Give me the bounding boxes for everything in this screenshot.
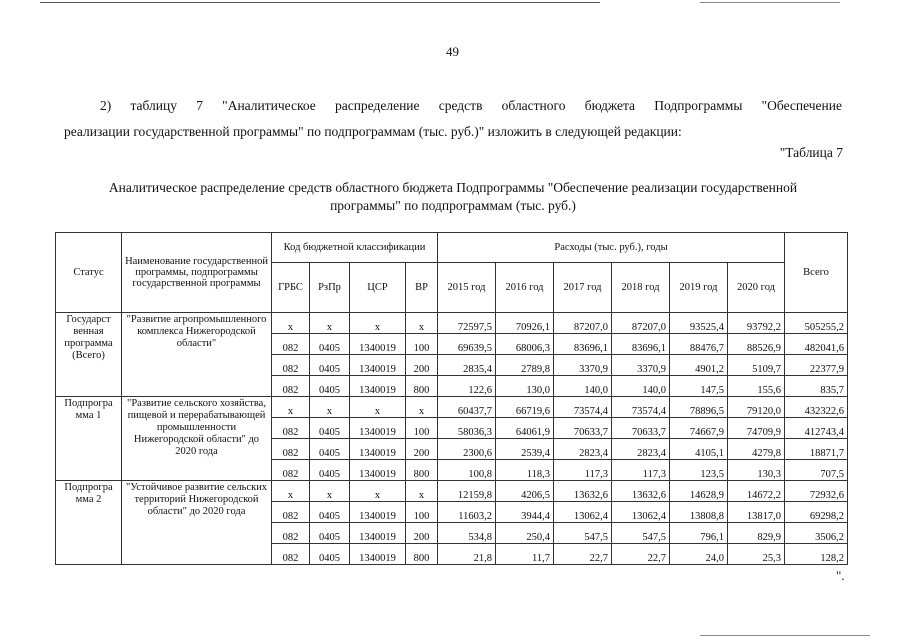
header-code-group: Код бюджетной классификации: [272, 233, 438, 263]
code-cell: 0405: [310, 544, 350, 565]
code-cell: 200: [406, 439, 438, 460]
amount-cell: 11,7: [496, 544, 554, 565]
code-cell: 082: [272, 334, 310, 355]
code-cell: 0405: [310, 460, 350, 481]
row-status: Подпрогра мма 1: [56, 397, 122, 481]
amount-cell: 83696,1: [554, 334, 612, 355]
code-cell: 1340019: [350, 460, 406, 481]
amount-cell: 83696,1: [612, 334, 670, 355]
amount-cell: 14628,9: [670, 481, 728, 502]
code-cell: х: [406, 481, 438, 502]
code-cell: 1340019: [350, 544, 406, 565]
header-total: Всего: [785, 233, 848, 313]
amount-cell: 74709,9: [728, 418, 785, 439]
code-cell: х: [310, 481, 350, 502]
total-cell: 505255,2: [785, 313, 848, 334]
amount-cell: 4206,5: [496, 481, 554, 502]
amount-cell: 123,5: [670, 460, 728, 481]
table-row: [56, 313, 848, 334]
page-number: 49: [446, 44, 459, 59]
code-cell: 800: [406, 544, 438, 565]
header-year: 2015 год: [438, 263, 496, 313]
amount-cell: 73574,4: [554, 397, 612, 418]
amount-cell: 93792,2: [728, 313, 785, 334]
code-cell: х: [350, 481, 406, 502]
code-cell: 200: [406, 355, 438, 376]
paragraph-line-2: реализации государственной программы" по подпрограммам (тыс. руб.)" изложить в следующей редакции:: [64, 124, 682, 139]
amount-cell: 58036,3: [438, 418, 496, 439]
code-cell: 800: [406, 460, 438, 481]
amount-cell: 21,8: [438, 544, 496, 565]
amount-cell: 25,3: [728, 544, 785, 565]
amount-cell: 3944,4: [496, 502, 554, 523]
amount-cell: 147,5: [670, 376, 728, 397]
paragraph-line-1: 2) таблицу 7 "Аналитическое распределение средств областного бюджета Подпрограммы "Обеспечение: [100, 98, 842, 113]
header-grbs: ГРБС: [272, 263, 310, 313]
amount-cell: 155,6: [728, 376, 785, 397]
amount-cell: 13062,4: [554, 502, 612, 523]
amount-cell: 70926,1: [496, 313, 554, 334]
amount-cell: 78896,5: [670, 397, 728, 418]
code-cell: х: [406, 397, 438, 418]
amount-cell: 5109,7: [728, 355, 785, 376]
amount-cell: 93525,4: [670, 313, 728, 334]
table-row: [56, 481, 848, 502]
code-cell: х: [350, 397, 406, 418]
amount-cell: 87207,0: [554, 313, 612, 334]
amount-cell: 13817,0: [728, 502, 785, 523]
code-cell: 0405: [310, 355, 350, 376]
amount-cell: 130,0: [496, 376, 554, 397]
table-reference: "Таблица 7: [779, 145, 843, 160]
row-program-name: "Развитие агропромышленного комплекса Нижегородской области": [122, 313, 272, 397]
code-cell: 0405: [310, 334, 350, 355]
amount-cell: 13632,6: [612, 481, 670, 502]
code-cell: 0405: [310, 418, 350, 439]
header-year: 2018 год: [612, 263, 670, 313]
amount-cell: 3370,9: [554, 355, 612, 376]
code-cell: 0405: [310, 523, 350, 544]
amount-cell: 796,1: [670, 523, 728, 544]
amount-cell: 4901,2: [670, 355, 728, 376]
amount-cell: 2300,6: [438, 439, 496, 460]
total-cell: 72932,6: [785, 481, 848, 502]
code-cell: 082: [272, 523, 310, 544]
total-cell: 22377,9: [785, 355, 848, 376]
header-year: 2016 год: [496, 263, 554, 313]
header-year: 2020 год: [728, 263, 785, 313]
code-cell: 082: [272, 418, 310, 439]
amount-cell: 547,5: [554, 523, 612, 544]
code-cell: 200: [406, 523, 438, 544]
header-csr: ЦСР: [350, 263, 406, 313]
amount-cell: 4279,8: [728, 439, 785, 460]
code-cell: 082: [272, 439, 310, 460]
amount-cell: 11603,2: [438, 502, 496, 523]
amount-cell: 73574,4: [612, 397, 670, 418]
amount-cell: 13808,8: [670, 502, 728, 523]
amount-cell: 74667,9: [670, 418, 728, 439]
row-status: Государст венная программа (Всего): [56, 313, 122, 397]
amount-cell: 118,3: [496, 460, 554, 481]
table-title-line-2: программы" по подпрограммам (тыс. руб.): [330, 198, 576, 213]
code-cell: х: [350, 313, 406, 334]
table-title-line-1: Аналитическое распределение средств областного бюджета Подпрограммы "Обеспечение реализации государственной: [108, 180, 798, 195]
amount-cell: 250,4: [496, 523, 554, 544]
amount-cell: 14672,2: [728, 481, 785, 502]
amount-cell: 122,6: [438, 376, 496, 397]
amount-cell: 70633,7: [554, 418, 612, 439]
code-cell: 1340019: [350, 334, 406, 355]
code-cell: 100: [406, 418, 438, 439]
total-cell: 835,7: [785, 376, 848, 397]
total-cell: 412743,4: [785, 418, 848, 439]
table-title: [60, 179, 846, 215]
code-cell: х: [272, 313, 310, 334]
code-cell: 1340019: [350, 355, 406, 376]
amount-cell: 547,5: [612, 523, 670, 544]
table-body: [56, 313, 848, 565]
amount-cell: 140,0: [554, 376, 612, 397]
amount-cell: 130,3: [728, 460, 785, 481]
amount-cell: 13062,4: [612, 502, 670, 523]
amount-cell: 2823,4: [612, 439, 670, 460]
total-cell: 18871,7: [785, 439, 848, 460]
amount-cell: 64061,9: [496, 418, 554, 439]
amount-cell: 24,0: [670, 544, 728, 565]
code-cell: 0405: [310, 502, 350, 523]
header-rzpr: РзПр: [310, 263, 350, 313]
amount-cell: 2835,4: [438, 355, 496, 376]
header-name: Наименование государственной программы, подпрограммы государственной программы: [122, 233, 272, 313]
code-cell: 1340019: [350, 502, 406, 523]
total-cell: 3506,2: [785, 523, 848, 544]
code-cell: 1340019: [350, 523, 406, 544]
amount-cell: 22,7: [612, 544, 670, 565]
amount-cell: 829,9: [728, 523, 785, 544]
amount-cell: 2823,4: [554, 439, 612, 460]
row-status: Подпрогра мма 2: [56, 481, 122, 565]
code-cell: 800: [406, 376, 438, 397]
total-cell: 482041,6: [785, 334, 848, 355]
code-cell: х: [272, 397, 310, 418]
allocation-table: [55, 232, 848, 565]
amount-cell: 70633,7: [612, 418, 670, 439]
amount-cell: 79120,0: [728, 397, 785, 418]
total-cell: 707,5: [785, 460, 848, 481]
amount-cell: 140,0: [612, 376, 670, 397]
amount-cell: 72597,5: [438, 313, 496, 334]
code-cell: 0405: [310, 376, 350, 397]
row-program-name: "Устойчивое развитие сельских территорий Нижегородской области" до 2020 года: [122, 481, 272, 565]
amount-cell: 117,3: [612, 460, 670, 481]
amount-cell: 87207,0: [612, 313, 670, 334]
top-rule-right: [700, 2, 840, 3]
header-status: Статус: [56, 233, 122, 313]
amount-cell: 100,8: [438, 460, 496, 481]
amount-cell: 69639,5: [438, 334, 496, 355]
code-cell: 082: [272, 376, 310, 397]
code-cell: 0405: [310, 439, 350, 460]
bottom-rule: [700, 635, 870, 636]
total-cell: 432322,6: [785, 397, 848, 418]
table-row: [56, 397, 848, 418]
code-cell: 100: [406, 502, 438, 523]
amount-cell: 2789,8: [496, 355, 554, 376]
total-cell: 69298,2: [785, 502, 848, 523]
amount-cell: 66719,6: [496, 397, 554, 418]
header-expenses-group: Расходы (тыс. руб.), годы: [438, 233, 785, 263]
code-cell: 082: [272, 460, 310, 481]
code-cell: 100: [406, 334, 438, 355]
amount-cell: 22,7: [554, 544, 612, 565]
amount-cell: 3370,9: [612, 355, 670, 376]
top-rule: [40, 2, 600, 3]
amount-cell: 13632,6: [554, 481, 612, 502]
amount-cell: 117,3: [554, 460, 612, 481]
amount-cell: 4105,1: [670, 439, 728, 460]
header-vr: ВР: [406, 263, 438, 313]
amount-cell: 2539,4: [496, 439, 554, 460]
code-cell: х: [406, 313, 438, 334]
code-cell: 1340019: [350, 376, 406, 397]
amount-cell: 88526,9: [728, 334, 785, 355]
row-program-name: "Развитие сельского хозяйства, пищевой и перерабатывающей промышленности Нижегородской области" до 2020 года: [122, 397, 272, 481]
code-cell: х: [310, 313, 350, 334]
code-cell: 082: [272, 502, 310, 523]
amount-cell: 12159,8: [438, 481, 496, 502]
amount-cell: 68006,3: [496, 334, 554, 355]
code-cell: 1340019: [350, 439, 406, 460]
total-cell: 128,2: [785, 544, 848, 565]
code-cell: 1340019: [350, 418, 406, 439]
header-year: 2019 год: [670, 263, 728, 313]
header-year: 2017 год: [554, 263, 612, 313]
code-cell: х: [310, 397, 350, 418]
amount-cell: 60437,7: [438, 397, 496, 418]
code-cell: 082: [272, 544, 310, 565]
code-cell: 082: [272, 355, 310, 376]
closing-quote-mark: ".: [836, 568, 845, 583]
amount-cell: 88476,7: [670, 334, 728, 355]
amount-cell: 534,8: [438, 523, 496, 544]
code-cell: х: [272, 481, 310, 502]
